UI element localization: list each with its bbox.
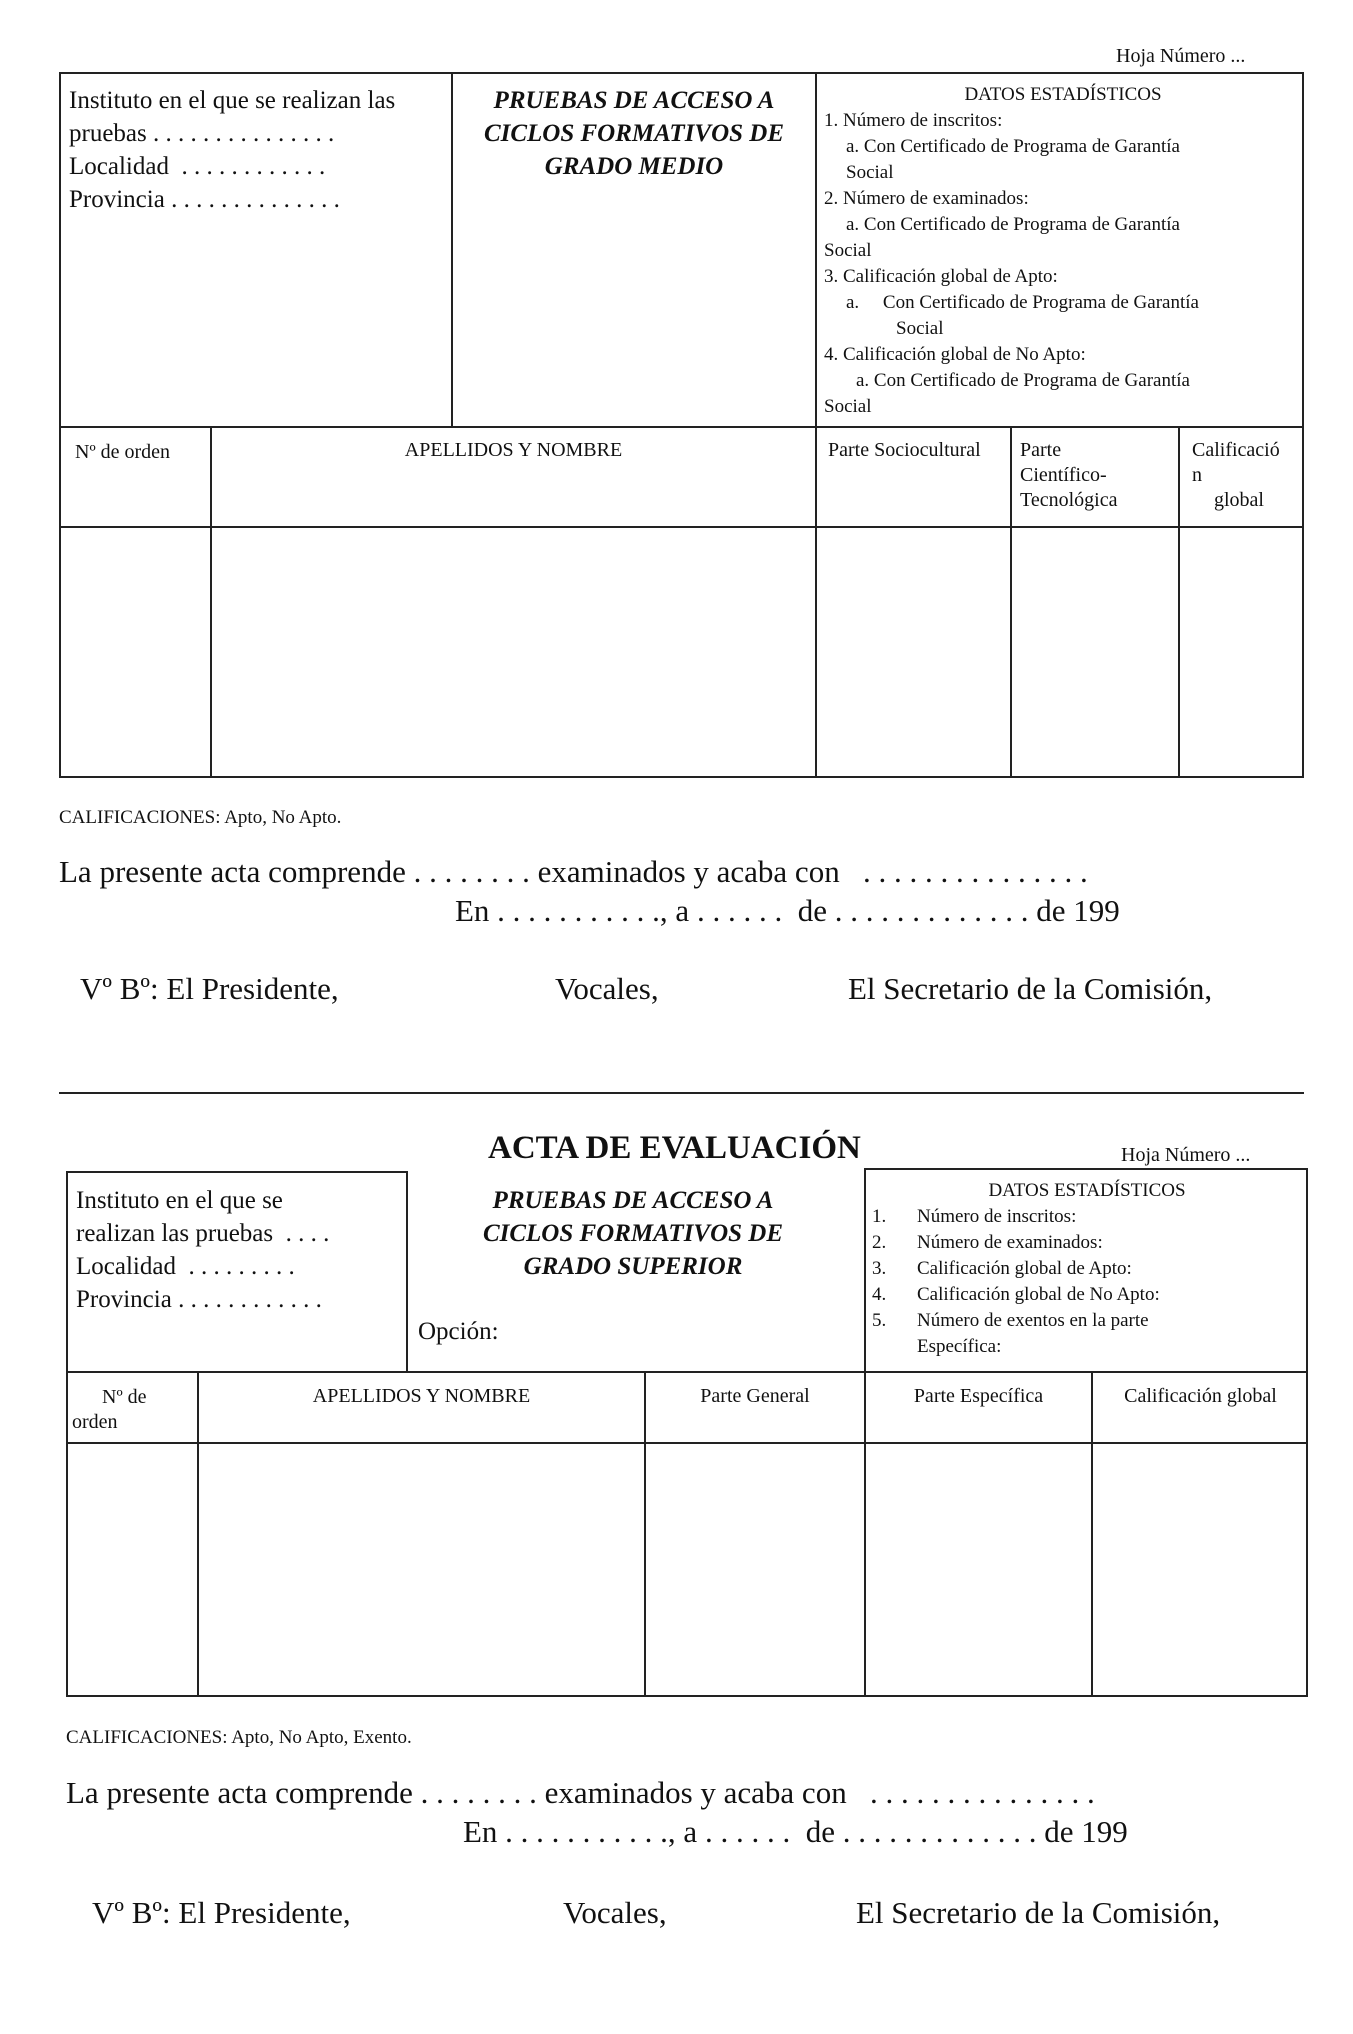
col-divider — [210, 426, 212, 778]
item-num: 2. — [872, 1232, 887, 1253]
col-header-cientifico — [1020, 438, 1117, 513]
col-header-calificacion — [1192, 438, 1302, 513]
col-divider — [1178, 426, 1180, 778]
form-title — [453, 84, 815, 183]
col-header-line: Tecnológica — [1020, 489, 1118, 511]
item-num: 1. — [872, 1206, 887, 1227]
divider — [815, 72, 817, 428]
provincia-label: Provincia . . . . . . . . . . . . . . — [69, 186, 340, 213]
datos-item — [872, 1256, 1302, 1282]
title-line: PRUEBAS DE ACCESO A — [493, 87, 775, 114]
col-header-line: n — [1192, 464, 1202, 486]
item-text: Calificación global de No Apto: — [917, 1284, 1160, 1305]
firma-vocales: Vocales, — [555, 971, 659, 1006]
calificaciones-note: CALIFICACIONES: Apto, No Apto. — [59, 807, 342, 828]
pruebas-label: pruebas . . . . . . . . . . . . . . . — [69, 120, 335, 147]
localidad-label: Localidad . . . . . . . . . . . . — [69, 153, 326, 180]
firma-presidente: Vº Bº: El Presidente, — [92, 1895, 351, 1930]
col-divider — [815, 426, 817, 778]
acta-line: La presente acta comprende . . . . . . . . examinados y acaba con . . . . . . . . . . . . . . . — [66, 1775, 1095, 1810]
fecha-line: En . . . . . . . . . . ., a . . . . . . de . . . . . . . . . . . . . de 199 — [455, 893, 1120, 928]
instituto-block — [69, 84, 449, 216]
instituto-label: Instituto en el que se — [76, 1187, 283, 1214]
firma-presidente: Vº Bº: El Presidente, — [80, 971, 339, 1006]
datos-item — [872, 1308, 1302, 1334]
datos-line: 3. Calificación global de Apto: — [824, 266, 1058, 287]
datos-line: 4. Calificación global de No Apto: — [824, 344, 1086, 365]
col-header-line: global — [1214, 489, 1264, 511]
col-divider — [864, 1371, 866, 1697]
instituto-block — [76, 1184, 406, 1316]
instituto-label: Instituto en el que se realizan las — [69, 87, 396, 114]
datos-line: Social — [846, 162, 894, 183]
col-divider — [644, 1371, 646, 1697]
datos-heading: DATOS ESTADÍSTICOS — [964, 84, 1162, 105]
datos-estadisticos — [872, 1178, 1302, 1360]
item-num: 3. — [872, 1258, 887, 1279]
hoja-numero: Hoja Número ... — [1116, 45, 1246, 67]
title-line: GRADO MEDIO — [544, 153, 724, 180]
col-divider — [1091, 1371, 1093, 1697]
col-header-calificacion: Calificación global — [1124, 1385, 1277, 1407]
firma-vocales: Vocales, — [563, 1895, 667, 1930]
datos-item — [872, 1282, 1302, 1308]
col-header-line: Parte — [1020, 439, 1062, 461]
pruebas-label: realizan las pruebas . . . . — [76, 1220, 330, 1247]
col-header-orden: Nº de orden — [75, 441, 171, 463]
title-line: GRADO SUPERIOR — [523, 1253, 743, 1280]
table-header-divider — [66, 1442, 1308, 1444]
table-header-divider — [59, 526, 1304, 528]
item-text: Calificación global de Apto: — [917, 1258, 1132, 1279]
item-text: Número de exentos en la parte — [917, 1310, 1149, 1331]
hoja-numero: Hoja Número ... — [1121, 1144, 1251, 1166]
datos-line: Social — [896, 318, 944, 339]
datos-heading: DATOS ESTADÍSTICOS — [988, 1180, 1186, 1201]
item-num: 5. — [872, 1310, 887, 1331]
datos-item — [872, 1204, 1302, 1230]
datos-line: a. Con Certificado de Programa de Garantía — [846, 136, 1180, 157]
datos-line: a. Con Certificado de Programa de Garantía — [846, 214, 1180, 235]
col-header-line: Calificació — [1192, 439, 1280, 461]
localidad-label: Localidad . . . . . . . . . — [76, 1253, 295, 1280]
provincia-label: Provincia . . . . . . . . . . . . — [76, 1286, 322, 1313]
datos-estadisticos — [824, 82, 1302, 420]
datos-line: 2. Número de examinados: — [824, 188, 1029, 209]
datos-line: a. Con Certificado de Programa de Garantía — [856, 370, 1190, 391]
datos-line: Social — [824, 396, 872, 417]
col-header-general: Parte General — [700, 1385, 810, 1407]
datos-item — [872, 1230, 1302, 1256]
col-divider — [1010, 426, 1012, 778]
firma-secretario: El Secretario de la Comisión, — [856, 1895, 1221, 1930]
datos-line: Social — [824, 240, 872, 261]
title-line: CICLOS FORMATIVOS DE — [483, 120, 785, 147]
datos-line: 1. Número de inscritos: — [824, 110, 1003, 131]
item-text: Número de examinados: — [917, 1232, 1103, 1253]
section-separator — [59, 1092, 1304, 1094]
fecha-line: En . . . . . . . . . . ., a . . . . . . de . . . . . . . . . . . . . de 199 — [463, 1814, 1128, 1849]
title-line: CICLOS FORMATIVOS DE — [482, 1220, 784, 1247]
col-header-orden — [72, 1385, 192, 1435]
col-header-especifica: Parte Específica — [913, 1385, 1044, 1407]
col-divider — [197, 1371, 199, 1697]
col-header-line: orden — [72, 1411, 118, 1433]
datos-item-cont: Específica: — [917, 1336, 1002, 1357]
item-text: Número de inscritos: — [917, 1206, 1077, 1227]
col-header-nombre: APELLIDOS Y NOMBRE — [404, 439, 623, 461]
title-line: PRUEBAS DE ACCESO A — [492, 1187, 774, 1214]
col-header-line: Científico- — [1020, 464, 1107, 486]
acta-line: La presente acta comprende . . . . . . . . examinados y acaba con . . . . . . . . . . . . . . . — [59, 854, 1088, 889]
opcion-label: Opción: — [418, 1318, 499, 1345]
grades-table — [66, 1371, 1308, 1697]
form-title — [408, 1184, 858, 1283]
col-header-line: Nº de — [102, 1386, 147, 1408]
acta-title: ACTA DE EVALUACIÓN — [488, 1130, 861, 1166]
item-num: 4. — [872, 1284, 887, 1305]
firma-secretario: El Secretario de la Comisión, — [848, 971, 1213, 1006]
col-header-nombre: APELLIDOS Y NOMBRE — [312, 1385, 531, 1407]
calificaciones-note: CALIFICACIONES: Apto, No Apto, Exento. — [66, 1727, 412, 1748]
col-header-sociocultural: Parte Sociocultural — [828, 439, 981, 461]
datos-line: a. Con Certificado de Programa de Garantía — [846, 292, 1199, 313]
